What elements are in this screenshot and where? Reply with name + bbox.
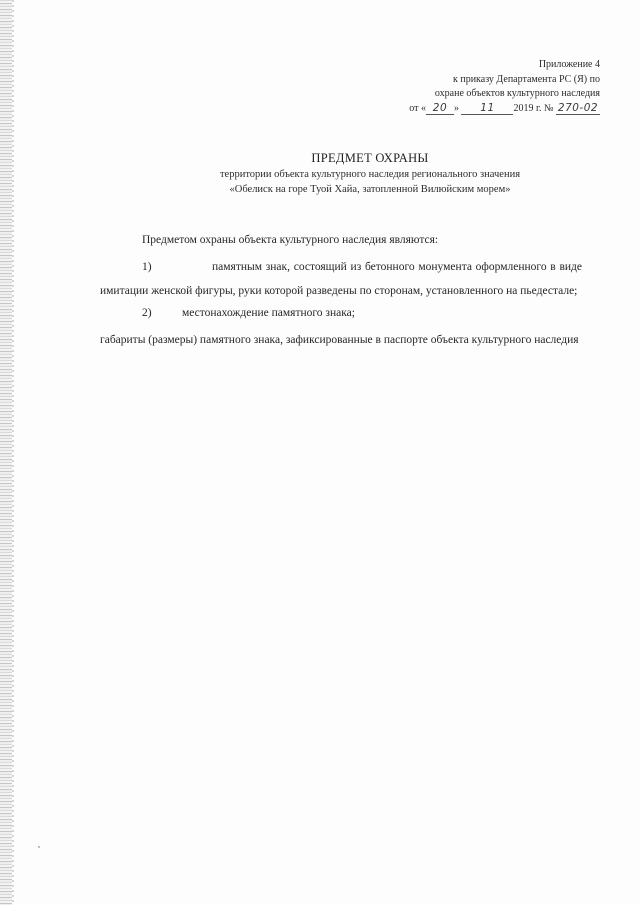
list-item-1 [100,255,582,303]
date-day-handwritten: 20 [426,103,454,115]
appendix-line-2: к приказу Департамента РС (Я) по [452,73,600,85]
appendix-line-3: охране объектов культурного наследия [434,88,600,99]
date-year: 2019 г. № [513,102,554,114]
list-item-2 [100,305,582,321]
date-mid: » [453,102,459,114]
scan-speck [38,846,40,848]
scan-edge-artifact [0,0,14,905]
appendix-line-1: Приложение 4 [538,59,600,70]
date-prefix: от « [409,102,426,114]
list-item-1-number: 1) [142,261,152,273]
document-subtitle-2: «Обелиск на горе Туой Хайа, затопленной Вилюйским морем» [229,184,511,195]
document-title: ПРЕДМЕТ ОХРАНЫ [311,151,429,165]
list-item-1-text: памятным знак, состоящий из бетонного монумента оформленного в виде имитации женской фигуры, руки которой разведены по сторонам, установленного на пьедестале; [100,261,582,297]
intro-paragraph: Предметом охраны объекта культурного наследия являются: [142,234,439,246]
list-item-2-text: местонахождение памятного знака; [182,307,355,319]
list-item-2-number: 2) [142,307,152,319]
body-text [100,232,582,321]
document-number-handwritten: 270-02 [557,101,599,114]
document-subtitle-1: территории объекта культурного наследия регионального значения [219,169,521,180]
appendix-date-line [340,102,600,117]
heading-block [160,150,580,197]
list-item-3-text: габариты (размеры) памятного знака, зафиксированные в паспорте объекта культурного наследия [100,334,579,346]
appendix-block [340,58,600,116]
date-month-handwritten: 11 [461,103,513,115]
